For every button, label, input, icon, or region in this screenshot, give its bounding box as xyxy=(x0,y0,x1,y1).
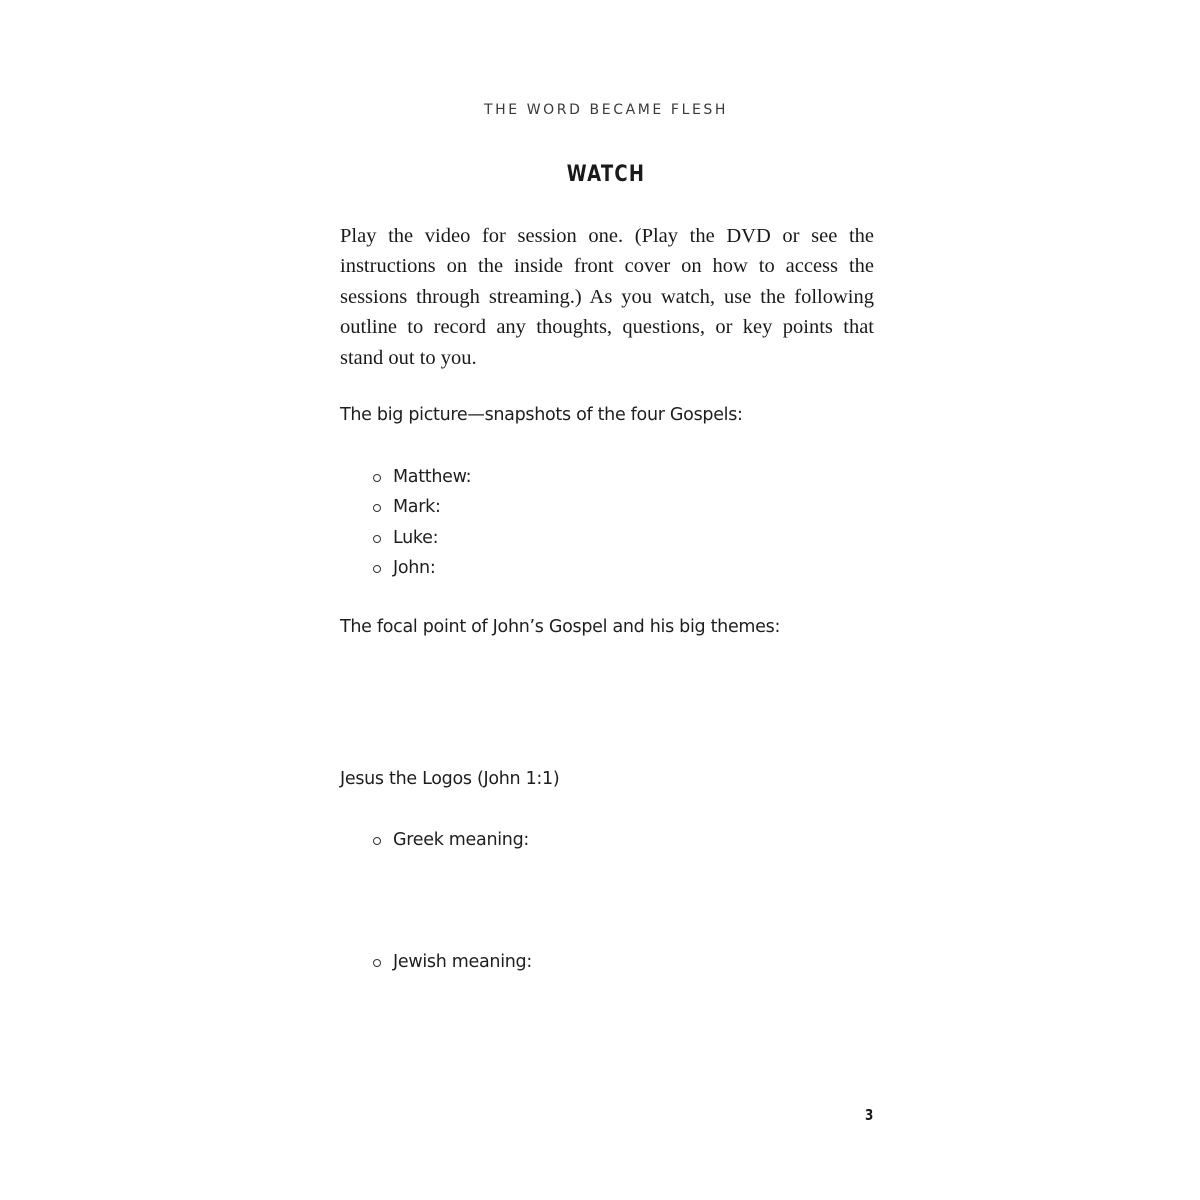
hollow-bullet-icon xyxy=(373,474,381,482)
hollow-bullet-icon xyxy=(373,535,381,543)
greek-meaning-list xyxy=(373,825,529,855)
focal-point-prompt: The focal point of John’s Gospel and his big themes: xyxy=(340,617,781,637)
list-item-mark xyxy=(373,492,471,522)
list-item-jewish-meaning xyxy=(373,947,532,977)
list-item-greek-meaning xyxy=(373,825,529,855)
hollow-bullet-icon xyxy=(373,565,381,573)
list-item-label: John: xyxy=(393,557,436,578)
hollow-bullet-icon xyxy=(373,959,381,967)
big-picture-prompt: The big picture—snapshots of the four Gospels: xyxy=(340,405,743,425)
list-item-label: Matthew: xyxy=(393,467,472,487)
hollow-bullet-icon xyxy=(373,504,381,512)
intro-paragraph: Play the video for session one. (Play the DVD or see the instructions on the inside front cover on how to access the sessions through streaming.) As you watch, use the following outline to record any thoughts, questions, or key points that stand out to you. xyxy=(340,225,874,369)
running-head: THE WORD BECAME FLESH xyxy=(483,102,729,118)
jewish-meaning-list xyxy=(373,947,532,977)
section-title: WATCH xyxy=(566,162,646,187)
list-item-label: Greek meaning: xyxy=(393,830,529,850)
page-number: 3 xyxy=(865,1106,874,1124)
logos-prompt: Jesus the Logos (John 1:1) xyxy=(340,769,560,789)
hollow-bullet-icon xyxy=(373,837,381,845)
list-item-john xyxy=(373,553,471,583)
list-item-luke xyxy=(373,523,471,553)
list-item-matthew xyxy=(373,462,471,492)
list-item-label: Jewish meaning: xyxy=(393,952,532,972)
gospels-list xyxy=(373,462,471,583)
list-item-label: Luke: xyxy=(393,527,439,548)
list-item-label: Mark: xyxy=(393,497,441,518)
